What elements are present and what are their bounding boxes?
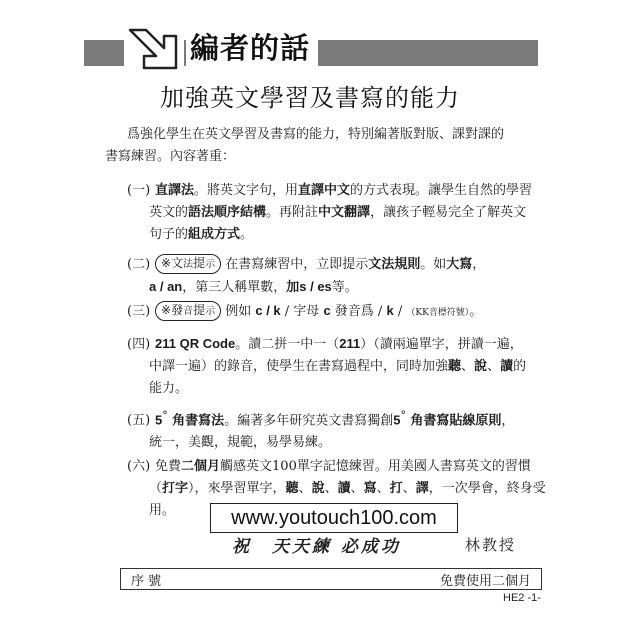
- emphasis: 大寫: [446, 257, 473, 272]
- text: 。編著多年研究英文書寫獨創: [224, 413, 394, 429]
- item-direct-translation: [127, 180, 547, 246]
- emphasis: 直譯法: [155, 183, 195, 198]
- pronunciation-tip-badge: [155, 301, 221, 321]
- item-number: (六): [127, 459, 151, 474]
- tag-char: 發: [171, 303, 184, 317]
- degree-sign: °: [400, 409, 406, 422]
- degree-sign: °: [162, 409, 168, 422]
- emphasis: k: [386, 303, 394, 318]
- item-five-degree-writing: [127, 405, 547, 454]
- emphasis: 5: [393, 412, 401, 428]
- emphasis: 讀: [500, 359, 514, 374]
- emphasis: 寫: [363, 481, 377, 496]
- text: 。再附註: [266, 205, 319, 220]
- emphasis: 打字: [162, 481, 189, 496]
- emphasis: 5: [155, 412, 163, 428]
- text: 、: [402, 481, 416, 496]
- serial-label: 序 號: [131, 574, 162, 589]
- text: 的方式表現。讓學生自然的學習: [350, 183, 533, 198]
- page-number: HE2 -1-: [503, 592, 541, 604]
- text: ，: [501, 413, 515, 429]
- emphasis: 211 QR Code: [155, 336, 236, 351]
- tag-char: 法: [183, 259, 194, 270]
- emphasis: 讀: [337, 481, 351, 496]
- free-use-note: 免費使用二個月: [439, 574, 531, 589]
- item-pronunciation-tip: [127, 300, 547, 324]
- text: 中譯一遍）的錄音，使學生在書寫過程中，同時加強: [149, 359, 449, 374]
- item-number: (四): [127, 337, 151, 352]
- tag-char: 提: [193, 303, 206, 317]
- tag-char: 音: [183, 306, 194, 317]
- text: 能力。: [149, 381, 189, 396]
- text: 。如: [420, 257, 447, 272]
- emphasis: 角書寫貼線原則: [405, 413, 502, 429]
- text: 發音爲 /: [330, 304, 387, 319]
- item-number: (五): [127, 413, 151, 429]
- text: 、: [487, 359, 501, 374]
- arrow-icon: [124, 24, 184, 74]
- emphasis: 二個月: [181, 459, 221, 474]
- text: （: [149, 481, 163, 496]
- item-number: (二): [127, 257, 151, 272]
- text: 例如: [221, 304, 256, 319]
- emphasis: 加s / es: [286, 279, 332, 294]
- text: 免費: [155, 459, 182, 474]
- kk-note: （KK音標符號）: [406, 308, 470, 318]
- text: 在書寫練習中，立即提示: [221, 257, 369, 272]
- text: 、: [324, 481, 338, 496]
- tag-char: 示: [205, 306, 216, 317]
- tag-char: ※: [161, 303, 172, 317]
- blessing-text: 祝 天天練 必成功: [232, 537, 401, 557]
- subtitle: 加強英文學習及書寫的能力: [160, 84, 460, 112]
- text: 統一，美觀，規範，易學易練。: [149, 435, 332, 451]
- text: / 字母: [280, 304, 324, 319]
- emphasis: c / k: [255, 303, 281, 318]
- emphasis: 聽: [285, 481, 299, 496]
- tag-char: 示: [205, 259, 216, 270]
- tag-char: 提: [193, 256, 206, 270]
- emphasis: 中文翻譯: [318, 205, 371, 220]
- text: 句子的: [149, 227, 189, 242]
- text: 英文的: [149, 205, 189, 220]
- tag-char: ※: [161, 256, 172, 270]
- intro-line: 爲強化學生在英文學習及書寫的能力，特別編著版對版、課對課的: [127, 127, 505, 142]
- text: ）（讀兩遍單字，拼讀一遍，: [360, 337, 523, 352]
- text: 。: [469, 304, 483, 319]
- emphasis: 組成方式: [188, 227, 241, 242]
- text: 、: [376, 481, 390, 496]
- page-title: 編者的話: [186, 26, 318, 67]
- emphasis: 211: [339, 336, 361, 351]
- text: 。將英文字句，用: [194, 183, 299, 198]
- text: ，: [472, 257, 486, 272]
- emphasis: 角書寫法: [167, 413, 225, 429]
- text: ），來學習單字，: [188, 481, 286, 496]
- emphasis: 聽: [448, 359, 462, 374]
- text: /: [393, 304, 407, 319]
- text: 。讀二拼一中一（: [235, 337, 340, 352]
- intro-line: 書寫練習。內容著重：: [105, 149, 236, 164]
- text: 用。: [149, 503, 176, 518]
- text: 的: [513, 359, 527, 374]
- text: 。: [240, 227, 254, 242]
- website-url[interactable]: www.youtouch100.com: [210, 503, 458, 533]
- emphasis: 文法規則: [368, 257, 421, 272]
- emphasis: 說: [474, 359, 488, 374]
- item-number: (三): [127, 304, 151, 319]
- item-number: (一): [127, 183, 151, 198]
- author-name: 林教授: [465, 536, 517, 554]
- emphasis: c: [323, 303, 331, 318]
- item-qr-code: [127, 333, 547, 400]
- text: 觸感英文100單字記憶練習。用美國人書寫英文的習慣: [220, 459, 531, 474]
- text: 、: [350, 481, 364, 496]
- emphasis: 語法順序結構: [188, 205, 267, 220]
- intro-paragraph: [105, 124, 537, 168]
- emphasis: 打: [389, 481, 403, 496]
- text: ，讓孩子輕易完全了解英文: [370, 205, 527, 220]
- emphasis: 說: [311, 481, 325, 496]
- grammar-tip-badge: [155, 254, 221, 274]
- tag-char: 文: [171, 256, 184, 270]
- item-grammar-tip: [127, 254, 547, 299]
- emphasis: 譯: [415, 481, 429, 496]
- serial-number-box: [120, 568, 542, 590]
- text: ，一次學會，終身受: [428, 481, 546, 496]
- emphasis: 直譯中文: [298, 183, 351, 198]
- text: 、: [298, 481, 312, 496]
- text: ，第三人稱單數，: [182, 280, 287, 295]
- emphasis: a / an: [149, 279, 183, 294]
- text: 、: [461, 359, 475, 374]
- text: 等。: [331, 280, 358, 295]
